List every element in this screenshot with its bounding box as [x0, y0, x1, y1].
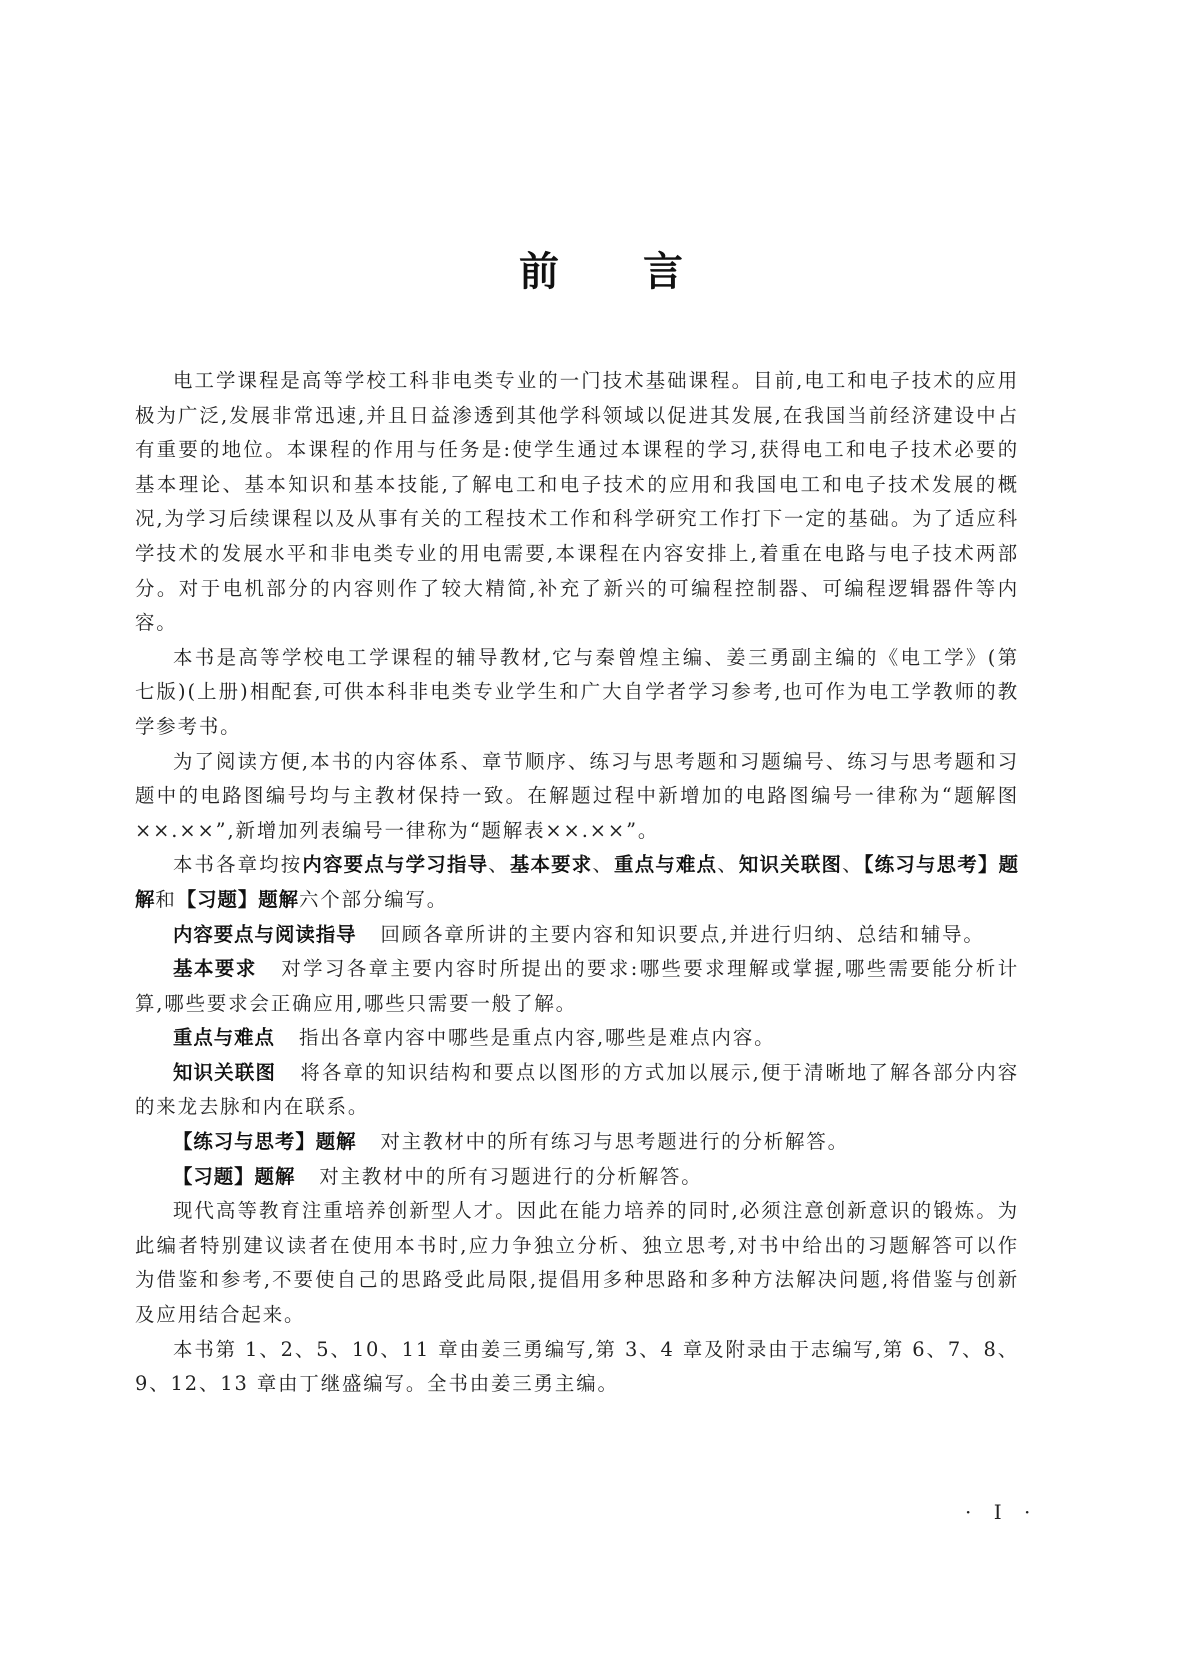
item-term: 内容要点与阅读指导: [173, 922, 357, 946]
item-basic-requirements: [135, 952, 1019, 1021]
item-term: 重点与难点: [173, 1026, 275, 1050]
item-desc: 指出各章内容中哪些是重点内容,哪些是难点内容。: [298, 1026, 776, 1050]
separator: 、: [842, 853, 864, 877]
item-term: 【练习与思考】题解: [173, 1130, 357, 1154]
item-term: 知识关联图: [173, 1060, 277, 1084]
structure-term: 重点与难点: [614, 853, 718, 877]
page-title: [0, 240, 1202, 297]
separator: 、: [592, 853, 615, 877]
structure-term: 基本要求: [509, 853, 593, 877]
item-term: 【习题】题解: [173, 1164, 296, 1188]
item-knowledge-map: [135, 1056, 1019, 1125]
paragraph-numbering: 为了阅读方便,本书的内容体系、章节顺序、练习与思考题和习题编号、练习与思考题和习题中的电路图编号均与主教材保持一致。在解题过程中新增加的电路图编号一律称为“题解图××.××”,新增加列表编号一律称为“题解表××.××”。: [135, 749, 1019, 842]
item-key-points: [135, 1021, 1019, 1056]
page-number: · I ·: [965, 1500, 1039, 1524]
item-desc: 对主教材中的所有习题进行的分析解答。: [319, 1164, 703, 1188]
separator: 、: [488, 853, 510, 877]
title-char-1: 前: [519, 249, 559, 295]
paragraph-book-purpose: 本书是高等学校电工学课程的辅导教材,它与秦曾煌主编、姜三勇副主编的《电工学》(第七版)(上册)相配套,可供本科非电类专业学生和广大自学者学习参考,也可作为电工学教师的教学参考书。: [135, 645, 1019, 738]
structure-tail: 六个部分编写。: [299, 887, 449, 911]
item-exercise-solutions: [135, 1160, 1019, 1195]
item-desc: 将各章的知识结构和要点以图形的方式加以展示,便于清晰地了解各部分内容的来龙去脉和内在联系。: [135, 1060, 1020, 1119]
structure-term: 内容要点与学习指导: [302, 853, 489, 877]
separator: 和: [155, 887, 177, 911]
item-desc: 对主教材中的所有练习与思考题进行的分析解答。: [380, 1130, 849, 1154]
item-practice-solutions: [135, 1125, 1019, 1160]
structure-term: 【练习与思考】题解: [135, 853, 1020, 911]
structure-lead: 本书各章均按: [173, 853, 303, 877]
separator: 、: [717, 853, 739, 877]
structure-term: 【习题】题解: [176, 887, 300, 911]
paragraph-authors: 本书第 1、2、5、10、11 章由姜三勇编写,第 3、4 章及附录由于志编写,第 6、7、8、9、12、13 章由丁继盛编写。全书由姜三勇主编。: [135, 1337, 1019, 1396]
item-desc: 回顾各章所讲的主要内容和知识要点,并进行归纳、总结和辅导。: [380, 922, 985, 946]
paragraph-intro: 电工学课程是高等学校工科非电类专业的一门技术基础课程。目前,电工和电子技术的应用极为广泛,发展非常迅速,并且日益渗透到其他学科领域以促进其发展,在我国当前经济建设中占有重要的地位。本课程的作用与任务是:使学生通过本课程的学习,获得电工和电子技术必要的基本理论、基本知识和基本技能,了解电工和电子技术的应用和我国电工和电子技术发展的概况,为学习后续课程以及从事有关的工程技术工作和科学研究工作打下一定的基础。为了适应科学技术的发展水平和非电类专业的用电需要,本课程在内容安排上,着重在电路与电子技术两部分。对于电机部分的内容则作了较大精简,补充了新兴的可编程控制器、可编程逻辑器件等内容。: [135, 369, 1019, 635]
title-char-2: 言: [643, 249, 683, 295]
structure-term: 知识关联图: [738, 853, 843, 877]
item-term: 基本要求: [173, 957, 257, 981]
item-content-guide: [135, 918, 1019, 953]
item-desc: 对学习各章主要内容时所提出的要求:哪些要求理解或掌握,哪些需要能分析计算,哪些要求会正确应用,哪些只需要一般了解。: [135, 957, 1020, 1015]
preface-body: [135, 364, 1019, 1402]
paragraph-structure: [135, 848, 1019, 917]
paragraph-innovation: 现代高等教育注重培养创新型人才。因此在能力培养的同时,必须注意创新意识的锻炼。为此编者特别建议读者在使用本书时,应力争独立分析、独立思考,对书中给出的习题解答可以作为借鉴和参考,不要使自己的思路受此局限,提倡用多种思路和多种方法解决问题,将借鉴与创新及应用结合起来。: [135, 1199, 1019, 1327]
